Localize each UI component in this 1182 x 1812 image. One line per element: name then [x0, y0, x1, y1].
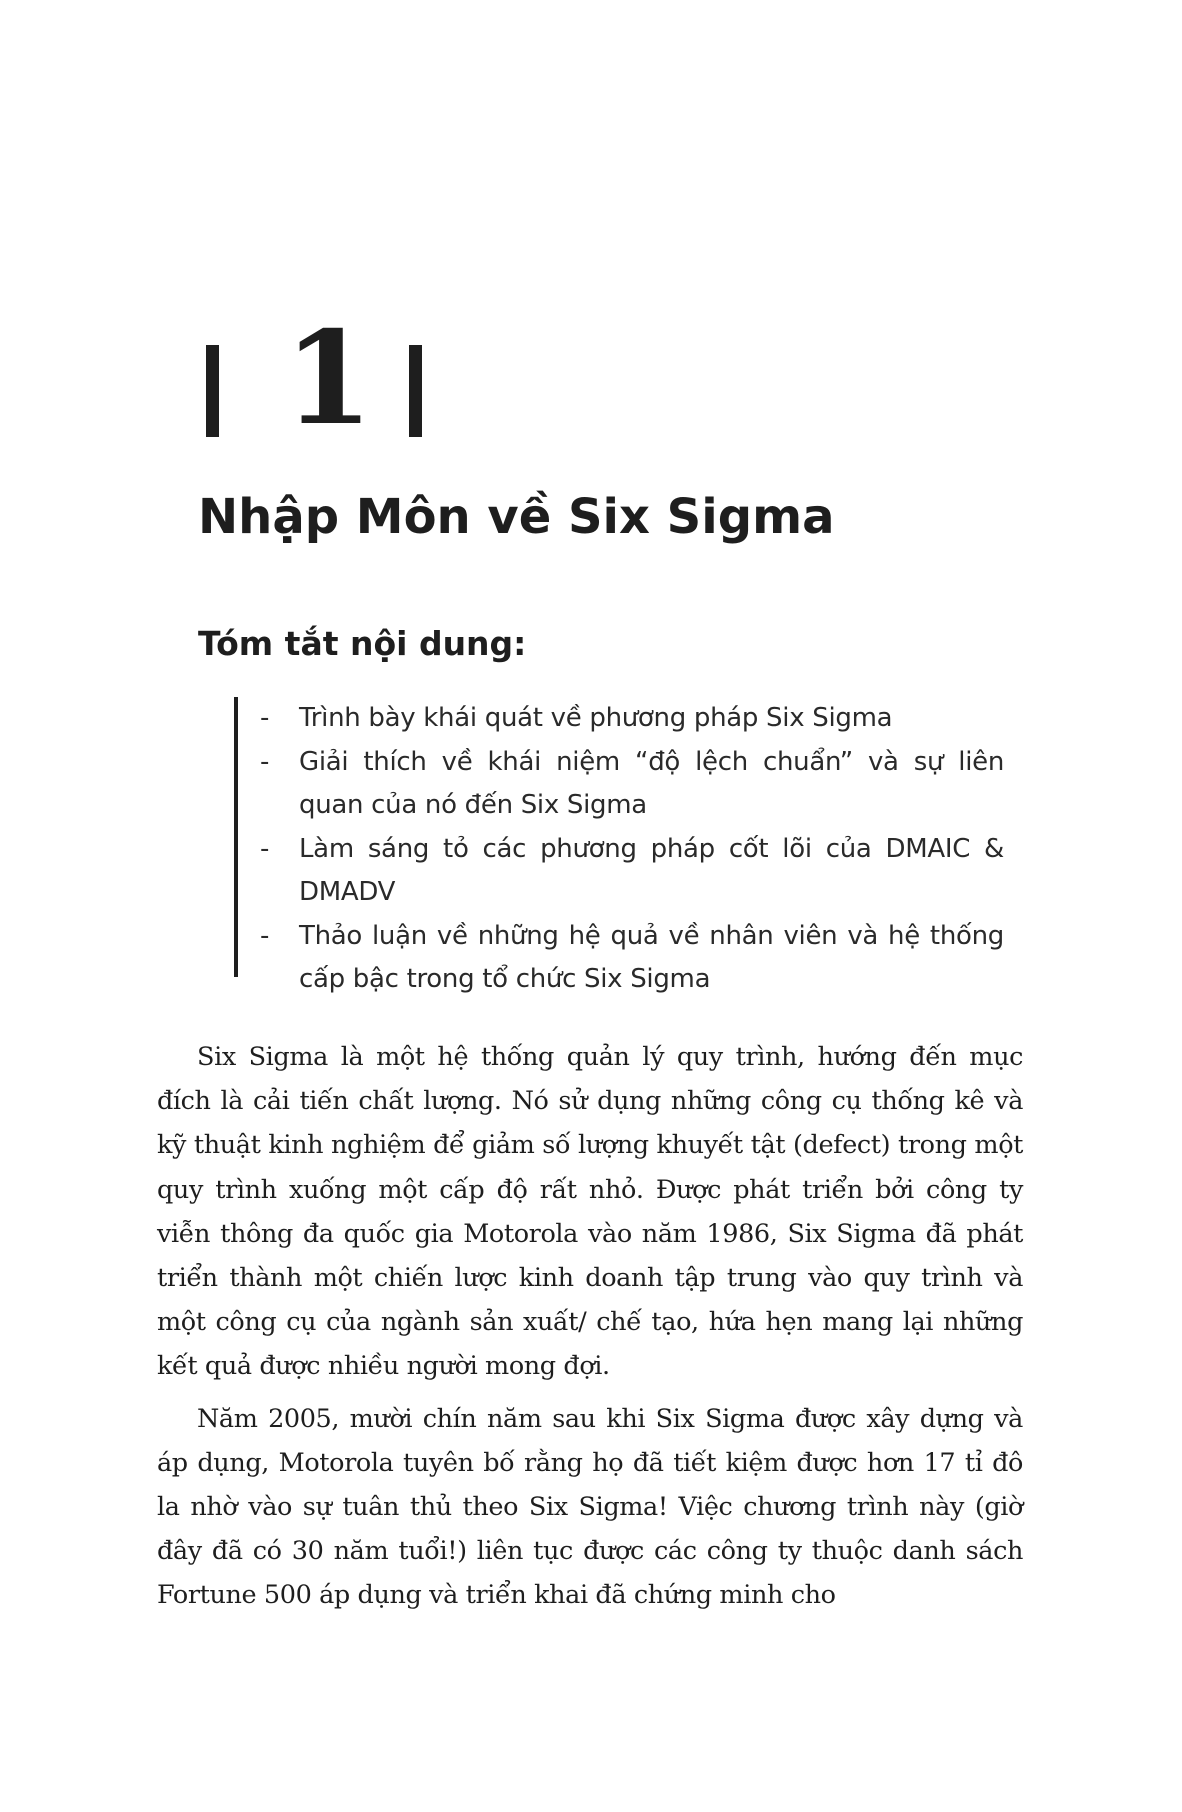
- bullet-dash: -: [260, 833, 270, 864]
- bullet-dash: -: [260, 746, 270, 777]
- summary-item-text: Làm sáng tỏ các phương pháp cốt lõi của DMAIC & DMADV: [299, 833, 1004, 907]
- summary-item-text: Trình bày khái quát về phương pháp Six Sigma: [299, 703, 893, 733]
- summary-item-text: Giải thích về khái niệm “độ lệch chuẩn” và sự liên quan của nó đến Six Sigma: [299, 746, 1004, 820]
- chapter-number-mark: [206, 304, 426, 454]
- body-text: [157, 1035, 1023, 1626]
- summary-item: [260, 828, 1004, 915]
- summary-item: [260, 741, 1004, 828]
- body-paragraph: Năm 2005, mười chín năm sau khi Six Sigma được xây dựng và áp dụng, Motorola tuyên bố rằng họ đã tiết kiệm được hơn 17 tỉ đô la nhờ vào sự tuân thủ theo Six Sigma! Việc chương trình này (giờ đây đã có 30 năm tuổi!) liên tục được các công ty thuộc danh sách Fortune 500 áp dụng và triển khai đã chứng minh cho: [157, 1403, 1023, 1611]
- summary-item: [260, 697, 1004, 741]
- bullet-dash: -: [260, 703, 270, 733]
- summary-heading: Tóm tắt nội dung:: [198, 624, 527, 663]
- summary-item-text: Thảo luận về những hệ quả về nhân viên và hệ thống cấp bậc trong tổ chức Six Sigma: [299, 920, 1004, 994]
- body-paragraph: Six Sigma là một hệ thống quản lý quy trình, hướng đến mục đích là cải tiến chất lượng. Nó sử dụng những công cụ thống kê và kỹ thuật kinh nghiệm để giảm số lượng khuyết tật (defect) trong một quy trình xuống một cấp độ rất nhỏ. Được phát triển bởi công ty viễn thông đa quốc gia Motorola vào năm 1986, Six Sigma đã phát triển thành một chiến lược kinh doanh tập trung vào quy trình và một công cụ của ngành sản xuất/ chế tạo, hứa hẹn mang lại những kết quả được nhiều người mong đợi.: [157, 1042, 1023, 1382]
- summary-item: [260, 915, 1004, 1002]
- bullet-dash: -: [260, 920, 270, 951]
- summary-list: [260, 697, 1004, 1002]
- chapter-title: Nhập Môn về Six Sigma: [198, 489, 835, 545]
- chapter-number: 1: [284, 304, 374, 454]
- chapter-mark-left-bar: [206, 345, 219, 437]
- chapter-mark-right-bar: [409, 345, 422, 437]
- summary-box: [234, 697, 1008, 994]
